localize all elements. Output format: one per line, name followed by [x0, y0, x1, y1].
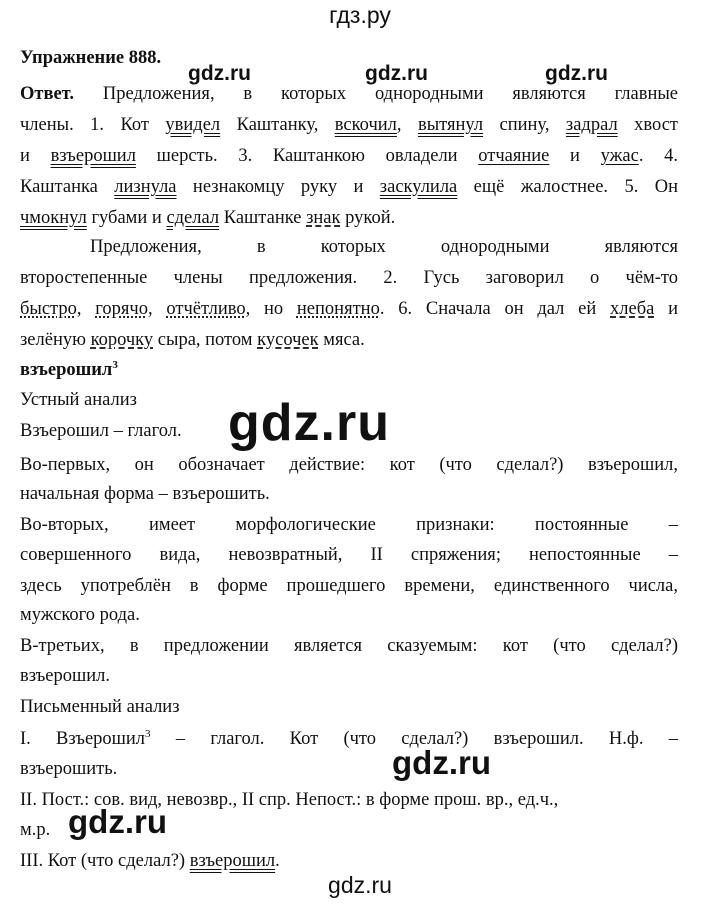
predicate: чмокнул	[20, 208, 87, 228]
answer-line: Ответ. Предложения, в которых однородными являются главные	[20, 84, 678, 104]
subject: ужас	[600, 146, 639, 166]
watermark: gdz.ru	[68, 803, 167, 840]
object: знак	[306, 208, 341, 228]
predicate: задрал	[565, 115, 618, 135]
analysis-line: взъерошить.	[20, 759, 118, 779]
answer-line: и взъерошил шерсть. 3. Каштанкою овладели отчаяние и ужас. 4.	[20, 146, 678, 166]
predicate: вскочил	[334, 115, 397, 135]
analysis-line: Во-вторых, имеет морфологические признаки: постоянные –	[20, 515, 678, 535]
predicate: лизнула	[114, 177, 177, 197]
predicate: взъерошил	[50, 146, 136, 166]
analysis-line: здесь употреблён в форме прошедшего времени, единственного числа,	[20, 576, 678, 596]
analysis-line: совершенного вида, невозвратный, II спряжения; непостоянные –	[20, 545, 678, 565]
watermark: gdz.ru	[392, 744, 491, 781]
answer-line: Предложения, в которых однородными являются	[90, 237, 678, 257]
exercise-title: Упражнение 888.	[20, 48, 162, 68]
answer-line: второстепенные члены предложения. 2. Гусь заговорил о чём-то	[20, 268, 678, 288]
analysis-line: Взъерошил – глагол.	[20, 421, 182, 441]
site-footer[interactable]: gdz.ru	[328, 872, 392, 898]
watermark: gdz.ru	[188, 62, 251, 85]
predicate: взъерошил	[189, 851, 276, 871]
adverbial: быстро	[20, 299, 77, 319]
answer-line: чмокнул губами и сделал Каштанке знак рукой.	[20, 208, 396, 228]
watermark: gdz.ru	[228, 394, 390, 452]
subject: отчаяние	[478, 146, 550, 166]
answer-line: Каштанка лизнула незнакомцу руку и заскулила ещё жалостнее. 5. Он	[20, 177, 678, 197]
object: корочку	[90, 330, 154, 350]
predicate: увидел	[165, 115, 221, 135]
analysis-line: взъерошил.	[20, 666, 111, 686]
predicate: сделал	[166, 208, 220, 228]
analysis-line: м.р.	[20, 820, 51, 840]
answer-line: члены. 1. Кот увидел Каштанку, вскочил, вытянул спину, задрал хвост	[20, 115, 678, 135]
object: хлеба	[610, 299, 655, 319]
analysis-line: I. Взъерошил$^3$ – глагол. Кот (что сделал?) взъерошил. Н.ф. –	[20, 728, 678, 750]
analysis-line: Во-первых, он обозначает действие: кот (что сделал?) взъерошил,	[20, 455, 678, 475]
predicate: вытянул	[417, 115, 484, 135]
adverbial: непонятно	[296, 299, 380, 319]
answer-label: Ответ.	[20, 84, 75, 104]
site-header[interactable]: гдз.ру	[329, 2, 391, 28]
adverbial: отчётливо	[166, 299, 246, 319]
object: кусочек	[257, 330, 319, 350]
written-analysis-title: Письменный анализ	[20, 697, 180, 717]
adverbial: горячо	[95, 299, 148, 319]
analysis-line: В-третьих, в предложении является сказуемым: кот (что сделал?)	[20, 636, 678, 656]
watermark: gdz.ru	[365, 62, 428, 85]
answer-line: зелёную корочку сыра, потом кусочек мяса.	[20, 330, 365, 350]
predicate: заскулила	[379, 177, 458, 197]
analysis-line: начальная форма – взъерошить.	[20, 484, 270, 504]
analysis-line: III. Кот (что сделал?) взъерошил.	[20, 851, 280, 871]
analysis-line: мужского рода.	[20, 605, 140, 625]
watermark: gdz.ru	[545, 62, 608, 85]
answer-line: быстро, горячо, отчётливо, но непонятно. 6. Сначала он дал ей хлеба и	[20, 299, 679, 319]
analysis-word: взъерошил$^3$	[20, 359, 118, 381]
oral-analysis-title: Устный анализ	[20, 390, 137, 410]
analysis-line: II. Пост.: сов. вид, невозвр., II спр. Непост.: в форме прош. вр., ед.ч.,	[20, 790, 559, 810]
